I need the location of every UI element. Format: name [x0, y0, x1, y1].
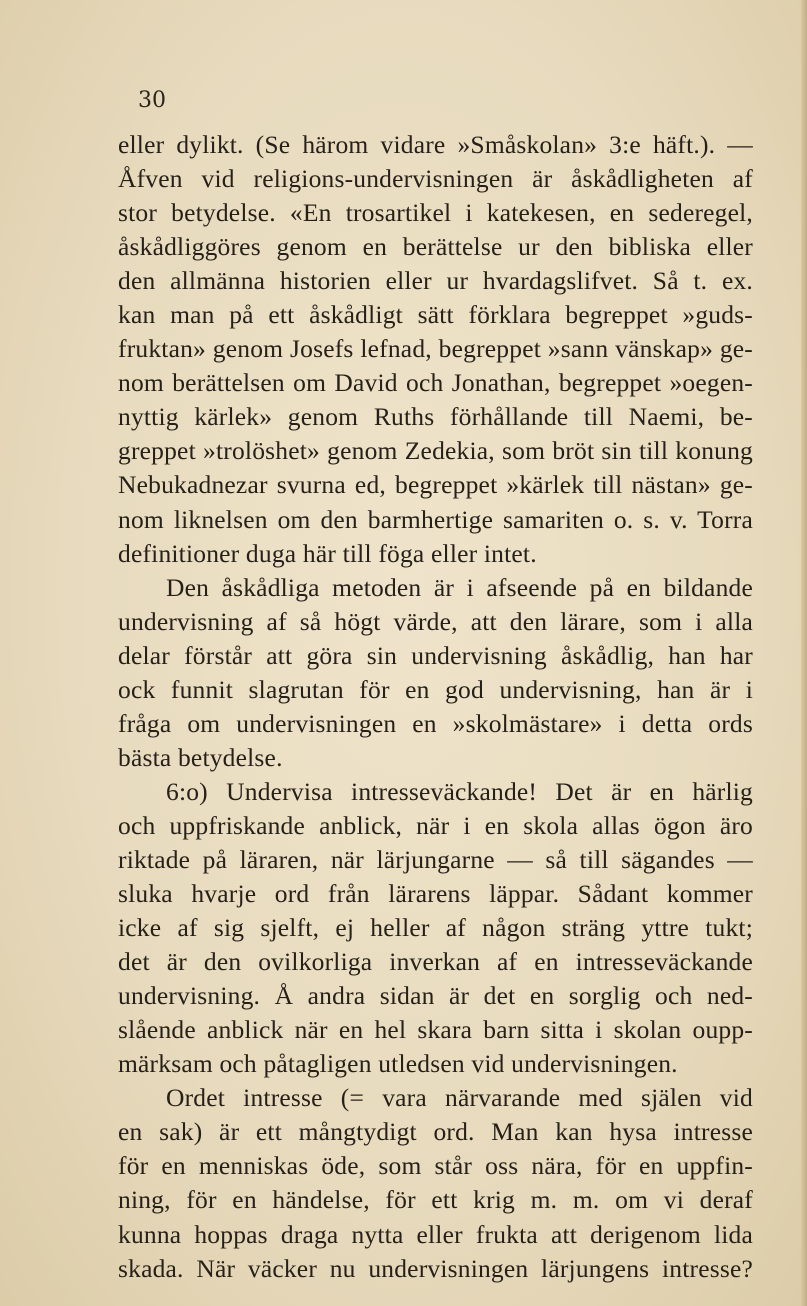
text-line: ning, för en händelse, för ett krig m. m. om vi deraf — [118, 1185, 753, 1215]
text-line: fruktan» genom Josefs lefnad, begreppet »sann vänskap» ge- — [118, 334, 753, 364]
text-line: slående anblick när en hel skara barn sitta i skolan oupp- — [118, 1015, 753, 1045]
text-line: Ordet intresse (= vara närvarande med själen vid — [166, 1083, 753, 1113]
text-line: det är den ovilkorliga inverkan af en intresseväckande — [118, 947, 753, 977]
text-line: nom liknelsen om den barmhertige samariten o. s. v. Torra — [118, 504, 753, 534]
text-line: för en menniskas öde, som står oss nära, för en uppfin- — [118, 1151, 753, 1181]
text-line: undervisning af så högt värde, att den lärare, som i alla — [118, 606, 753, 636]
text-line: bästa betydelse. — [118, 742, 283, 772]
text-line: delar förstår att göra sin undervisning åskådlig, han har — [118, 640, 753, 670]
text-line: Den åskådliga metoden är i afseende på en bildande — [166, 572, 753, 602]
page-edge — [801, 0, 807, 1306]
page-number: 30 — [138, 88, 166, 113]
body-text — [118, 128, 753, 1286]
text-line: greppet »trolöshet» genom Zedekia, som bröt sin till konung — [118, 436, 753, 466]
text-line: riktade på läraren, när lärjungarne — så till sägandes — — [118, 844, 753, 874]
text-line: ock funnit slagrutan för en god undervisning, han är i — [118, 674, 753, 704]
text-line: och uppfriskande anblick, när i en skola allas ögon äro — [118, 810, 753, 840]
text-line: 6:o) Undervisa intresseväckande! Det är en härlig — [166, 776, 753, 806]
text-line: fråga om undervisningen en »skolmästare» i detta ords — [118, 708, 753, 738]
text-line: undervisning. Å andra sidan är det en sorglig och ned- — [118, 981, 753, 1011]
text-line: kunna hoppas draga nytta eller frukta att derigenom lida — [118, 1219, 753, 1249]
text-line: den allmänna historien eller ur hvardagslifvet. Så t. ex. — [118, 266, 753, 296]
text-line: skada. När väcker nu undervisningen lärjungens intresse? — [118, 1253, 753, 1283]
text-line: nyttig kärlek» genom Ruths förhållande till Naemi, be- — [118, 402, 753, 432]
text-line: definitioner duga här till föga eller intet. — [118, 538, 537, 568]
text-line: sluka hvarje ord från lärarens läppar. Sådant kommer — [118, 879, 753, 909]
text-line: stor betydelse. «En trosartikel i katekesen, en sederegel, — [118, 198, 753, 228]
text-line: Åfven vid religions-undervisningen är åskådligheten af — [118, 164, 753, 194]
text-line: icke af sig sjelft, ej heller af någon sträng yttre tukt; — [118, 913, 753, 943]
text-line: Nebukadnezar svurna ed, begreppet »kärlek till nästan» ge- — [118, 470, 753, 500]
text-line: eller dylikt. (Se härom vidare »Småskolan» 3:e häft.). — — [118, 130, 753, 159]
text-line: märksam och påtagligen utledsen vid undervisningen. — [118, 1049, 678, 1079]
text-line: kan man på ett åskådligt sätt förklara begreppet »guds- — [118, 300, 753, 330]
text-line: en sak) är ett mångtydigt ord. Man kan hysa intresse — [118, 1117, 753, 1147]
text-line: nom berättelsen om David och Jonathan, begreppet »oegen- — [118, 368, 753, 398]
text-line: åskådliggöres genom en berättelse ur den bibliska eller — [118, 232, 753, 262]
